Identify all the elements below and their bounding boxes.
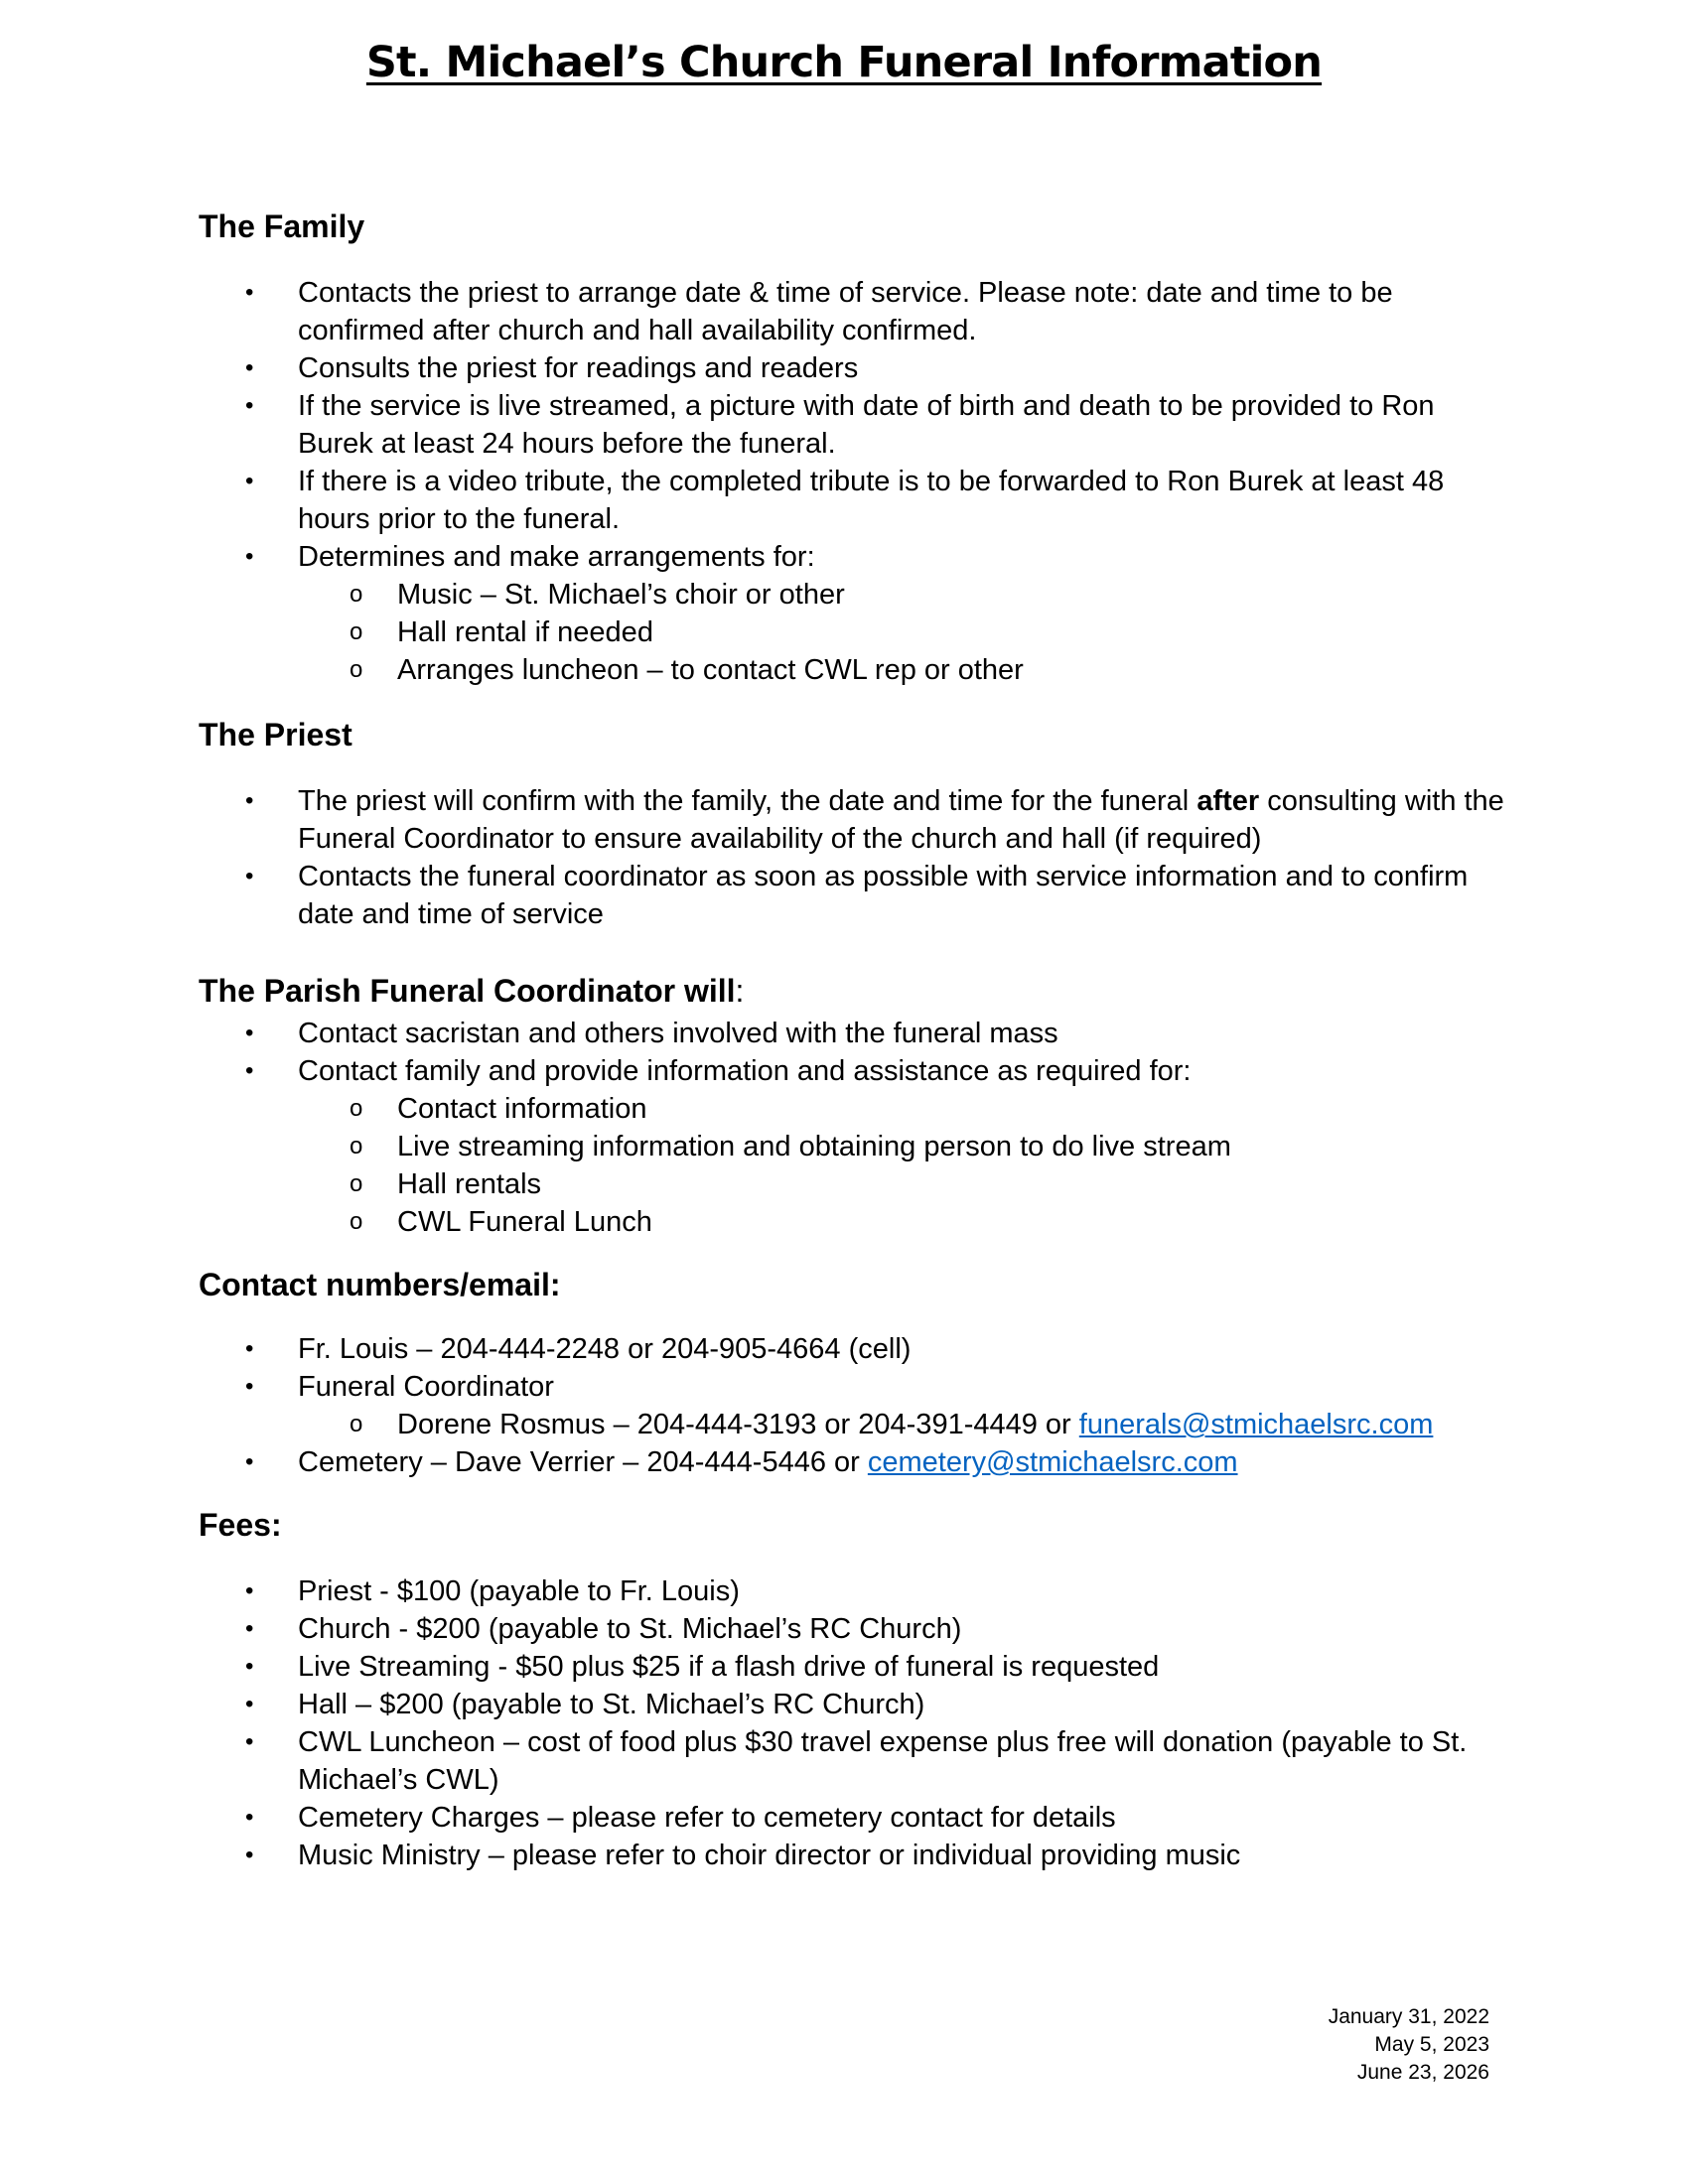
- heading-colon: :: [735, 973, 745, 1009]
- list-item: • Church - $200 (payable to St. Michael’s RC Church): [0, 1610, 1509, 1648]
- cemetery-email-link[interactable]: cemetery@stmichaelsrc.com: [867, 1446, 1238, 1478]
- list-item: [0, 782, 1509, 858]
- list-item: • If the service is live streamed, a picture with date of birth and death to be provided to Ron Burek at least 24 hours before the funeral.: [0, 387, 1509, 463]
- list-item: • Consults the priest for readings and readers: [0, 349, 1509, 387]
- list-item: • Cemetery Charges – please refer to cemetery contact for details: [0, 1799, 1509, 1837]
- fees-heading: Fees:: [199, 1507, 282, 1543]
- contacts-heading: Contact numbers/email:: [199, 1267, 561, 1302]
- family-heading: The Family: [199, 208, 365, 244]
- coordinator-heading: [199, 973, 744, 1010]
- sub-list-item: o Live streaming information and obtaining person to do live stream: [0, 1128, 1509, 1165]
- priest-heading: The Priest: [199, 717, 352, 752]
- list-item: • CWL Luncheon – cost of food plus $30 travel expense plus free will donation (payable to St. Michael’s CWL): [0, 1723, 1509, 1799]
- list-item-text: consulting with the Funeral Coordinator to ensure availability of the church and hall (if required): [298, 785, 1504, 855]
- list-item: [0, 1443, 1509, 1481]
- list-item: • Contact sacristan and others involved with the funeral mass: [0, 1015, 1509, 1052]
- list-item: • Contact family and provide information and assistance as required for:: [0, 1052, 1509, 1090]
- list-item: • Funeral Coordinator: [0, 1368, 1509, 1406]
- sub-list-item: [0, 1406, 1509, 1443]
- family-list: [0, 274, 1688, 689]
- funerals-email-link[interactable]: funerals@stmichaelsrc.com: [1078, 1409, 1434, 1440]
- sub-list-item: o Music – St. Michael’s choir or other: [0, 576, 1509, 614]
- list-item: • Music Ministry – please refer to choir director or individual providing music: [0, 1837, 1509, 1874]
- sub-list-item: o Contact information: [0, 1090, 1509, 1128]
- sub-list-item: o Hall rental if needed: [0, 614, 1509, 651]
- list-item: • Hall – $200 (payable to St. Michael’s RC Church): [0, 1686, 1509, 1723]
- list-item-text: The priest will confirm with the family, the date and time for the funeral: [298, 785, 1197, 817]
- sub-list-item: o CWL Funeral Lunch: [0, 1203, 1509, 1241]
- sub-list-item: o Hall rentals: [0, 1165, 1509, 1203]
- revision-date: May 5, 2023: [1374, 2033, 1489, 2056]
- list-item: • If there is a video tribute, the completed tribute is to be forwarded to Ron Burek at least 48 hours prior to the funeral.: [0, 463, 1509, 538]
- contacts-list: [0, 1330, 1688, 1481]
- list-item: • Contacts the funeral coordinator as soon as possible with service information and to confirm date and time of service: [0, 858, 1509, 933]
- revision-date: June 23, 2026: [1356, 2061, 1489, 2084]
- contact-text: Cemetery – Dave Verrier – 204-444-5446 or: [298, 1446, 868, 1478]
- list-item: • Contacts the priest to arrange date & time of service. Please note: date and time to be confirmed after church and hall availability confirmed.: [0, 274, 1509, 349]
- sub-list-item: o Arranges luncheon – to contact CWL rep or other: [0, 651, 1509, 689]
- coordinator-heading-text: The Parish Funeral Coordinator will: [199, 973, 736, 1009]
- emphasis-text: after: [1196, 785, 1260, 817]
- list-item: • Live Streaming - $50 plus $25 if a flash drive of funeral is requested: [0, 1648, 1509, 1686]
- revision-dates: [1329, 2003, 1489, 2087]
- revision-date: January 31, 2022: [1328, 2005, 1489, 2028]
- coordinator-list: [0, 1015, 1688, 1241]
- priest-list: [0, 782, 1688, 933]
- list-item: • Determines and make arrangements for:: [0, 538, 1509, 576]
- page-title: St. Michael’s Church Funeral Information: [365, 38, 1323, 87]
- contact-text: Dorene Rosmus – 204-444-3193 or 204-391-4449 or: [397, 1409, 1079, 1440]
- list-item: • Priest - $100 (payable to Fr. Louis): [0, 1572, 1509, 1610]
- list-item: • Fr. Louis – 204-444-2248 or 204-905-4664 (cell): [0, 1330, 1509, 1368]
- fees-list: [0, 1572, 1688, 1874]
